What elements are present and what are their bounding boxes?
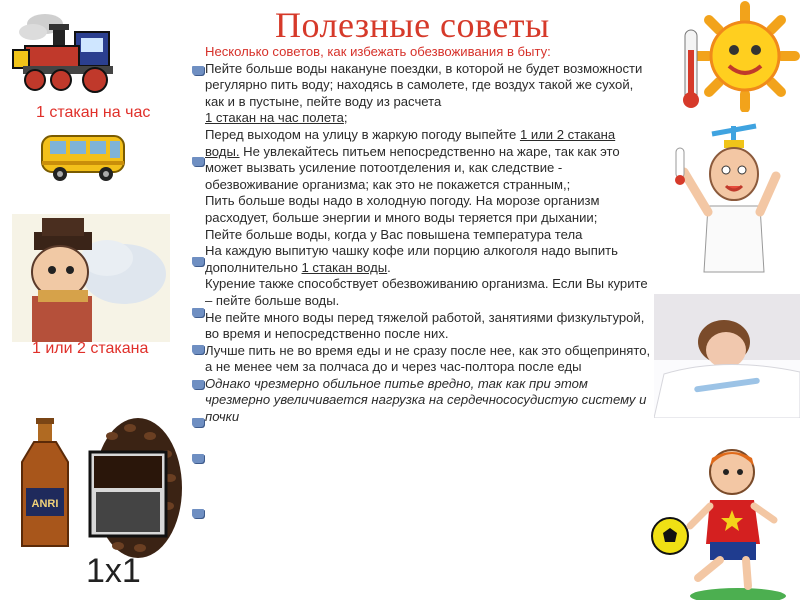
label-one-glass-per-hour: 1 стакан на час xyxy=(36,104,151,121)
bullet-icon xyxy=(192,509,204,518)
closing-note: Однако чрезмерно обильное питье вредно, так как при этом чрезмерно увеличивается нагрузка на сердечнососудистую систему и почки xyxy=(205,375,647,425)
train-picture xyxy=(5,10,120,100)
intro-line: Несколько советов, как избежать обезвоживания в быту: xyxy=(205,44,551,59)
sick-child-picture xyxy=(654,294,800,418)
tip-2: Перед выходом на улицу в жаркую погоду выпейте 1 или 2 стакана воды. Не увлекайтесь питьем непосредственно на жаре, так как это может вызвать усиление потоотделения и, как следствие - обезвоживание организма; как это не покажется странным,; xyxy=(205,126,620,192)
bottle-label-text: ANRI xyxy=(31,498,59,510)
tip-1: Пейте больше воды накануне поездки, в которой не будет возможности регулярно пить воду; находясь в самолете, где воздух такой же сухой, как и в пустыне, пейте воду из расчета 1 стакан на час полета; xyxy=(205,60,643,126)
tip-7: Не пейте много воды перед тяжелой работой, занятиями физкультурой, во время и непосредственно после них. xyxy=(205,309,645,342)
tip-8: Лучше пить не во время еды и не сразу после нее, как это общепринято, а не менее чем за полчаса до и через час-полтора после еды xyxy=(205,342,651,375)
tips-text-block xyxy=(205,44,651,426)
brandy-coffee-picture xyxy=(20,418,182,560)
bullet-icon xyxy=(192,454,204,463)
tip-4: Пейте больше воды, когда у Вас повышена температура тела xyxy=(205,226,583,242)
bullet-icon xyxy=(192,257,204,266)
bullet-icon xyxy=(192,157,204,166)
label-one-or-two-glasses: 1 или 2 стакана xyxy=(32,340,149,357)
sun-picture xyxy=(665,0,800,112)
bullet-icon xyxy=(192,418,204,427)
bus-picture xyxy=(38,128,128,186)
cold-weather-picture xyxy=(12,214,170,342)
bullet-icon xyxy=(192,380,204,389)
bullet-icon xyxy=(192,308,204,317)
bullet-icon xyxy=(192,345,204,354)
label-one-to-one: 1х1 xyxy=(86,552,141,590)
tip-5: На каждую выпитую чашку кофе или порцию алкоголя надо выпить дополнительно 1 стакан воды. xyxy=(205,243,618,275)
tip-6: Курение также способствует обезвоживанию организма. Если Вы курите – пейте больше воды. xyxy=(205,276,648,308)
tip-3: Пить больше воды надо в холодную погоду. На морозе организм расходует, больше энергии и много воды теряется при дыхании; xyxy=(205,193,600,225)
bullet-icon xyxy=(192,66,204,75)
page-title: Полезные советы xyxy=(275,5,550,45)
overheated-person-picture xyxy=(668,122,786,282)
football-boy-picture xyxy=(648,446,788,600)
